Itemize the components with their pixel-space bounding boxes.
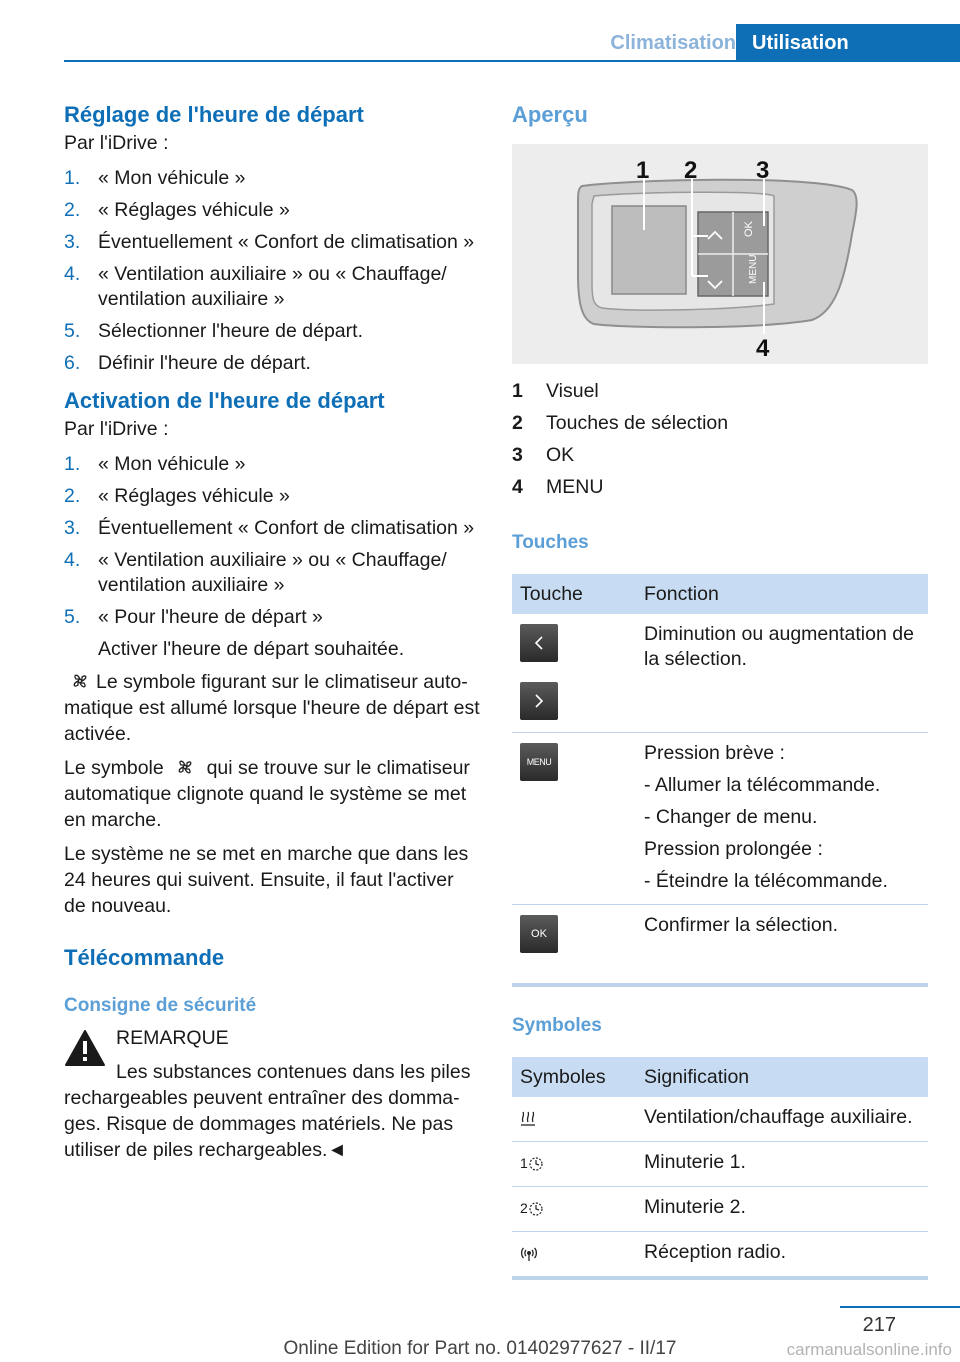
column-header: Signification	[636, 1057, 928, 1097]
page-footer	[0, 1304, 960, 1362]
steps-list-2	[64, 452, 480, 662]
warning-text: Les substances contenues dans les piles	[116, 1061, 471, 1083]
list-item: 4. « Ventilation auxiliaire » ou « Chauffage/ ventilation auxiliaire »	[64, 549, 447, 596]
intro-idrive: Par l'iDrive :	[64, 132, 169, 154]
menu-key-icon: MENU	[520, 743, 558, 781]
symbols-table	[512, 1057, 928, 1276]
list-item: 1. « Mon véhicule »	[64, 453, 246, 475]
table-row	[512, 1187, 928, 1232]
legend-item: 3 OK	[512, 444, 575, 466]
list-item: 5. Sélectionner l'heure de départ.	[64, 320, 363, 342]
column-header: Touche	[512, 574, 636, 614]
symbol-meaning: Ventilation/chauffage auxiliaire.	[636, 1097, 928, 1142]
figure-label-2: 2	[684, 157, 698, 184]
section-title-overview: Aperçu	[512, 102, 588, 127]
list-item: 4. « Ventilation auxiliaire » ou « Chauffage/ ventilation auxiliaire »	[64, 263, 447, 310]
table-row	[512, 905, 928, 984]
symbol-meaning: Réception radio.	[644, 1241, 787, 1263]
section-title-activation: Activation de l'heure de départ	[64, 388, 385, 413]
intro-idrive: Par l'iDrive :	[64, 418, 169, 440]
fob-ok-label: OK	[743, 221, 755, 237]
table-end-rule	[512, 983, 928, 987]
figure-legend	[512, 378, 928, 500]
legend-item: 1 Visuel	[512, 380, 599, 402]
symbol-meaning: Minuterie 2.	[636, 1187, 928, 1232]
function-text: Pression brève :	[644, 742, 785, 764]
list-item: 6. Définir l'heure de départ.	[64, 352, 311, 374]
warning-note	[64, 1025, 480, 1163]
watermark: carmanualsonline.info	[786, 1340, 952, 1359]
subsection-title-keys: Touches	[512, 532, 589, 553]
table-header-row	[512, 574, 928, 614]
list-item: 1. « Mon véhicule »	[64, 167, 246, 189]
list-item: 2. « Réglages véhicule »	[64, 485, 290, 507]
section-title-start-time: Réglage de l'heure de départ	[64, 102, 364, 127]
tab-utilisation[interactable]: Utilisation	[736, 24, 960, 60]
figure-label-4: 4	[756, 335, 770, 362]
tab-climatisation[interactable]: Climatisation	[610, 32, 736, 54]
chevron-right-key-icon	[520, 682, 558, 720]
warning-text-cont: rechargeables peuvent entraîner des dommages. Risque de dommages matériels. Ne pas utiliser de piles rechargeables.◄	[64, 1087, 460, 1161]
page-header	[64, 24, 960, 62]
symbol-meaning: Minuterie 1.	[636, 1142, 928, 1187]
remote-control-figure	[512, 144, 928, 364]
aux-heating-icon	[520, 1106, 536, 1131]
table-row	[512, 733, 928, 905]
column-header: Symboles	[512, 1057, 636, 1097]
figure-label-1: 1	[636, 157, 650, 184]
keys-table	[512, 574, 928, 983]
table-row	[512, 1097, 928, 1142]
page-number-rule	[840, 1306, 960, 1308]
column-header: Fonction	[636, 574, 928, 614]
timer-icon: 2	[520, 1196, 544, 1221]
function-text: Diminution ou augmentation de la sélection.	[644, 623, 914, 670]
paragraph-symbol-blink: Le symbole qui se trouve sur le climatiseur automatique clignote quand le système se met en marche.	[64, 757, 470, 831]
subsection-title-symbols: Symboles	[512, 1015, 602, 1036]
chevron-left-key-icon	[520, 624, 558, 662]
table-end-rule	[512, 1276, 928, 1280]
function-text: - Allumer la télécommande.	[644, 774, 881, 796]
figure-label-3: 3	[756, 157, 770, 184]
table-row	[512, 1232, 928, 1277]
legend-item: 2 Touches de sélection	[512, 412, 729, 434]
table-header-row	[512, 1057, 928, 1097]
list-item: 5. « Pour l'heure de départ »	[64, 606, 323, 628]
fan-timer-icon	[175, 757, 195, 777]
page-number: 217	[862, 1314, 896, 1336]
table-row	[512, 614, 928, 733]
ok-key-icon: OK	[520, 915, 558, 953]
section-title-remote: Télécommande	[64, 945, 225, 970]
steps-list-1	[64, 166, 480, 376]
function-text: Pression prolongée :	[644, 838, 823, 860]
list-item: 3. Éventuellement « Confort de climatisation »	[64, 517, 475, 539]
timer-icon: 1	[520, 1151, 544, 1176]
fob-menu-label: MENU	[748, 254, 759, 284]
warning-triangle-icon	[64, 1029, 106, 1067]
legend-item: 4 MENU	[512, 476, 604, 498]
function-text: - Éteindre la télécommande.	[644, 870, 888, 892]
edition-note: Online Edition for Part no. 01402977627 - II/17	[283, 1338, 677, 1359]
list-item: 2. « Réglages véhicule »	[64, 199, 290, 221]
fan-timer-icon	[70, 671, 90, 691]
table-row	[512, 1142, 928, 1187]
warning-label: REMARQUE	[116, 1027, 229, 1049]
right-column	[512, 100, 928, 1280]
list-item: 3. Éventuellement « Confort de climatisation »	[64, 231, 475, 253]
radio-reception-icon	[520, 1241, 538, 1266]
function-text: - Changer de menu.	[644, 806, 818, 828]
paragraph-symbol-lit: Le symbole figurant sur le climatiseur automatique est allumé lorsque l'heure de départ est activée.	[64, 671, 480, 745]
list-item-sub: Activer l'heure de départ souhaitée.	[98, 638, 405, 660]
subsection-title-safety: Consigne de sécurité	[64, 995, 257, 1016]
function-text: Confirmer la sélection.	[644, 914, 838, 936]
paragraph-24h: Le système ne se met en marche que dans les 24 heures qui suivent. Ensuite, il faut l'activer de nouveau.	[64, 843, 469, 917]
left-column	[64, 100, 480, 1163]
